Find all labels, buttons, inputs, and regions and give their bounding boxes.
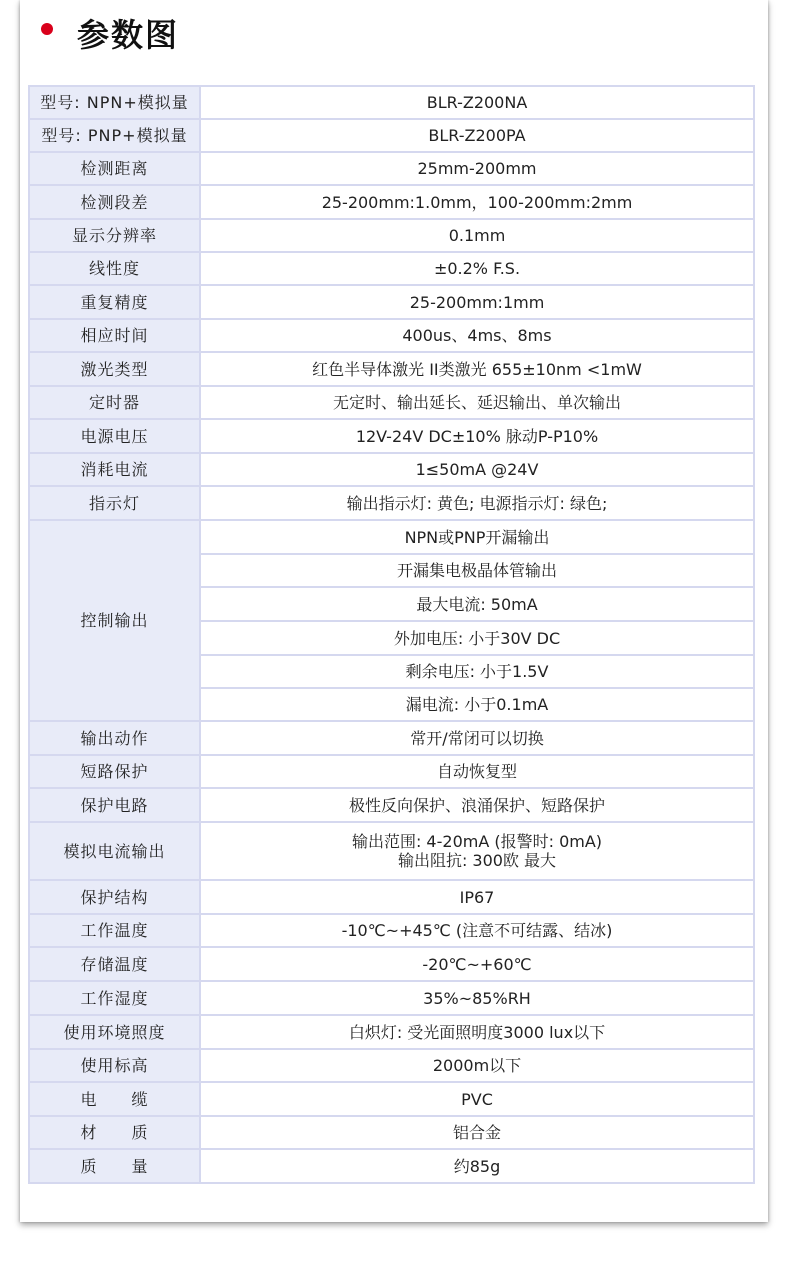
param-value: 铝合金 — [200, 1116, 754, 1149]
param-label: 电 缆 — [29, 1082, 200, 1116]
table-row — [29, 152, 754, 185]
table-row — [29, 520, 754, 554]
table-row — [29, 1049, 754, 1082]
param-label: 工作湿度 — [29, 981, 200, 1015]
section-title: 参数图 — [77, 16, 180, 54]
param-value: 外加电压: 小于30V DC — [200, 621, 754, 655]
param-label-control-output: 控制输出 — [29, 520, 200, 721]
param-label: 显示分辨率 — [29, 219, 200, 252]
param-label: 型号: PNP+模拟量 — [29, 119, 200, 152]
param-label: 工作温度 — [29, 914, 200, 947]
param-label-analog-output: 模拟电流输出 — [29, 822, 200, 880]
param-value: 红色半导体激光 II类激光 655±10nm <1mW — [200, 352, 754, 386]
param-value: 0.1mm — [200, 219, 754, 252]
param-value: 剩余电压: 小于1.5V — [200, 655, 754, 688]
param-label: 检测段差 — [29, 185, 200, 219]
table-row — [29, 788, 754, 822]
spec-table — [28, 85, 755, 1184]
param-label: 材 质 — [29, 1116, 200, 1149]
param-label: 质 量 — [29, 1149, 200, 1183]
table-row — [29, 185, 754, 219]
table-row — [29, 1149, 754, 1183]
param-value: 漏电流: 小于0.1mA — [200, 688, 754, 721]
param-value: 400us、4ms、8ms — [200, 319, 754, 352]
param-value: 常开/常闭可以切换 — [200, 721, 754, 755]
red-dot-icon — [41, 23, 53, 35]
table-row — [29, 721, 754, 755]
table-row — [29, 119, 754, 152]
param-label: 存储温度 — [29, 947, 200, 981]
param-value: 12V-24V DC±10% 脉动P-P10% — [200, 419, 754, 453]
param-label: 重复精度 — [29, 285, 200, 319]
param-label: 激光类型 — [29, 352, 200, 386]
table-row — [29, 252, 754, 285]
param-value: 极性反向保护、浪涌保护、短路保护 — [200, 788, 754, 822]
param-value: PVC — [200, 1082, 754, 1116]
param-label: 型号: NPN+模拟量 — [29, 86, 200, 119]
param-label: 电源电压 — [29, 419, 200, 453]
spec-card — [20, 0, 768, 1222]
table-row — [29, 947, 754, 981]
param-label: 保护电路 — [29, 788, 200, 822]
table-row — [29, 981, 754, 1015]
table-row — [29, 486, 754, 520]
param-value: 输出指示灯: 黄色; 电源指示灯: 绿色; — [200, 486, 754, 520]
table-row — [29, 419, 754, 453]
param-value: 25mm-200mm — [200, 152, 754, 185]
table-row — [29, 1116, 754, 1149]
param-label: 使用标高 — [29, 1049, 200, 1082]
table-row — [29, 219, 754, 252]
section-header — [20, 0, 768, 70]
param-label: 输出动作 — [29, 721, 200, 755]
param-value: 无定时、输出延长、延迟输出、单次输出 — [200, 386, 754, 419]
param-value: 约85g — [200, 1149, 754, 1183]
param-value: -10℃~+45℃ (注意不可结露、结冰) — [200, 914, 754, 947]
table-row — [29, 914, 754, 947]
param-value: BLR-Z200NA — [200, 86, 754, 119]
param-value: BLR-Z200PA — [200, 119, 754, 152]
table-row — [29, 352, 754, 386]
param-label: 线性度 — [29, 252, 200, 285]
table-row — [29, 822, 754, 880]
table-row — [29, 755, 754, 788]
param-value: 开漏集电极晶体管输出 — [200, 554, 754, 587]
analog-output-range: 输出范围: 4-20mA (报警时: 0mA) — [351, 832, 603, 851]
param-value: 2000m以下 — [200, 1049, 754, 1082]
param-value: 25-200mm:1.0mm，100-200mm:2mm — [200, 185, 754, 219]
table-row — [29, 86, 754, 119]
param-label: 保护结构 — [29, 880, 200, 914]
param-value: 自动恢复型 — [200, 755, 754, 788]
param-label: 指示灯 — [29, 486, 200, 520]
param-value: 最大电流: 50mA — [200, 587, 754, 621]
param-value: 35%~85%RH — [200, 981, 754, 1015]
param-label: 相应时间 — [29, 319, 200, 352]
table-row — [29, 386, 754, 419]
table-row — [29, 880, 754, 914]
param-label: 定时器 — [29, 386, 200, 419]
table-row — [29, 1082, 754, 1116]
param-value: IP67 — [200, 880, 754, 914]
param-label: 使用环境照度 — [29, 1015, 200, 1049]
analog-output-impedance: 输出阻抗: 300欧 最大 — [397, 851, 557, 870]
param-label: 检测距离 — [29, 152, 200, 185]
param-value: 25-200mm:1mm — [200, 285, 754, 319]
param-value: ±0.2% F.S. — [200, 252, 754, 285]
table-row — [29, 319, 754, 352]
param-label: 消耗电流 — [29, 453, 200, 486]
table-row — [29, 285, 754, 319]
table-row — [29, 453, 754, 486]
table-row — [29, 1015, 754, 1049]
param-value: NPN或PNP开漏输出 — [200, 520, 754, 554]
param-value: -20℃~+60℃ — [200, 947, 754, 981]
param-value: 白炽灯: 受光面照明度3000 lux以下 — [200, 1015, 754, 1049]
param-value: 1≤50mA @24V — [200, 453, 754, 486]
param-value-analog-output — [200, 822, 754, 880]
param-label: 短路保护 — [29, 755, 200, 788]
